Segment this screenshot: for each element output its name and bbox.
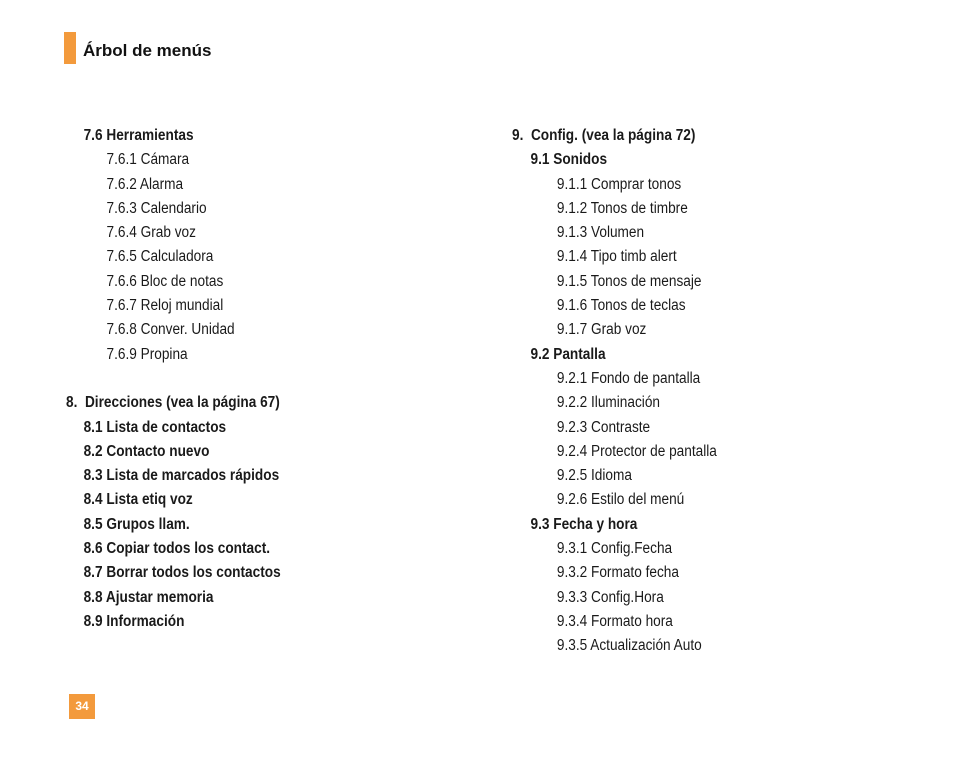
menu-item: 9.1.7 Grab voz xyxy=(556,321,647,339)
section-9-2-heading: 9.2 Pantalla xyxy=(530,345,606,363)
menu-item: 7.6.3 Calendario xyxy=(106,199,207,217)
menu-item: 9.1.6 Tonos de teclas xyxy=(556,297,686,315)
menu-item: 8.1 Lista de contactos xyxy=(83,418,227,436)
menu-item: 7.6.6 Bloc de notas xyxy=(106,272,224,290)
menu-item: 9.3.3 Config.Hora xyxy=(556,588,664,606)
menu-item: 9.1.1 Comprar tonos xyxy=(556,175,682,193)
menu-item: 9.2.5 Idioma xyxy=(556,467,632,485)
menu-item: 7.6.9 Propina xyxy=(106,345,188,363)
menu-item: 8.2 Contacto nuevo xyxy=(83,442,210,460)
section-7-6-heading: 7.6 Herramientas xyxy=(83,127,194,144)
menu-item: 9.3.4 Formato hora xyxy=(556,612,673,630)
menu-item: 9.2.6 Estilo del menú xyxy=(556,491,685,509)
menu-item: 7.6.4 Grab voz xyxy=(106,224,196,242)
menu-item: 7.6.1 Cámara xyxy=(106,151,190,169)
menu-item: 8.4 Lista etiq voz xyxy=(83,491,193,509)
menu-item: 9.1.5 Tonos de mensaje xyxy=(556,272,702,290)
page-number-badge: 34 xyxy=(69,694,95,719)
menu-item: 8.5 Grupos llam. xyxy=(83,515,190,533)
page-title: Árbol de menús xyxy=(83,41,212,60)
section-8-heading: 8. Direcciones (vea la página 67) xyxy=(66,394,280,412)
section-9-3-heading: 9.3 Fecha y hora xyxy=(530,515,638,533)
menu-item: 8.6 Copiar todos los contact. xyxy=(83,540,271,558)
menu-item: 9.2.3 Contraste xyxy=(556,418,651,436)
menu-item: 9.3.1 Config.Fecha xyxy=(556,540,673,558)
section-9-heading: 9. Config. (vea la página 72) xyxy=(512,127,696,144)
menu-item: 9.3.2 Formato fecha xyxy=(556,564,679,582)
menu-item: 8.8 Ajustar memoria xyxy=(83,588,214,606)
menu-tree-right-column xyxy=(512,124,745,659)
menu-item: 8.9 Información xyxy=(83,612,185,630)
section-9-1-heading: 9.1 Sonidos xyxy=(530,151,608,169)
menu-item: 9.2.4 Protector de pantalla xyxy=(556,442,717,460)
menu-item: 9.1.3 Volumen xyxy=(556,224,645,242)
menu-item: 9.1.4 Tipo timb alert xyxy=(556,248,677,266)
menu-item: 7.6.8 Conver. Unidad xyxy=(106,321,235,339)
menu-item: 9.2.2 Iluminación xyxy=(556,394,661,412)
header-accent-bar xyxy=(64,32,76,64)
menu-item: 9.3.5 Actualización Auto xyxy=(556,637,702,655)
menu-item: 7.6.5 Calculadora xyxy=(106,248,214,266)
menu-item: 9.1.2 Tonos de timbre xyxy=(556,199,688,217)
menu-item: 8.7 Borrar todos los contactos xyxy=(83,564,281,582)
menu-item: 7.6.7 Reloj mundial xyxy=(106,297,224,315)
menu-item: 7.6.2 Alarma xyxy=(106,175,184,193)
menu-tree-left-column xyxy=(66,124,310,634)
menu-item: 9.2.1 Fondo de pantalla xyxy=(556,369,701,387)
menu-item: 8.3 Lista de marcados rápidos xyxy=(83,467,280,485)
